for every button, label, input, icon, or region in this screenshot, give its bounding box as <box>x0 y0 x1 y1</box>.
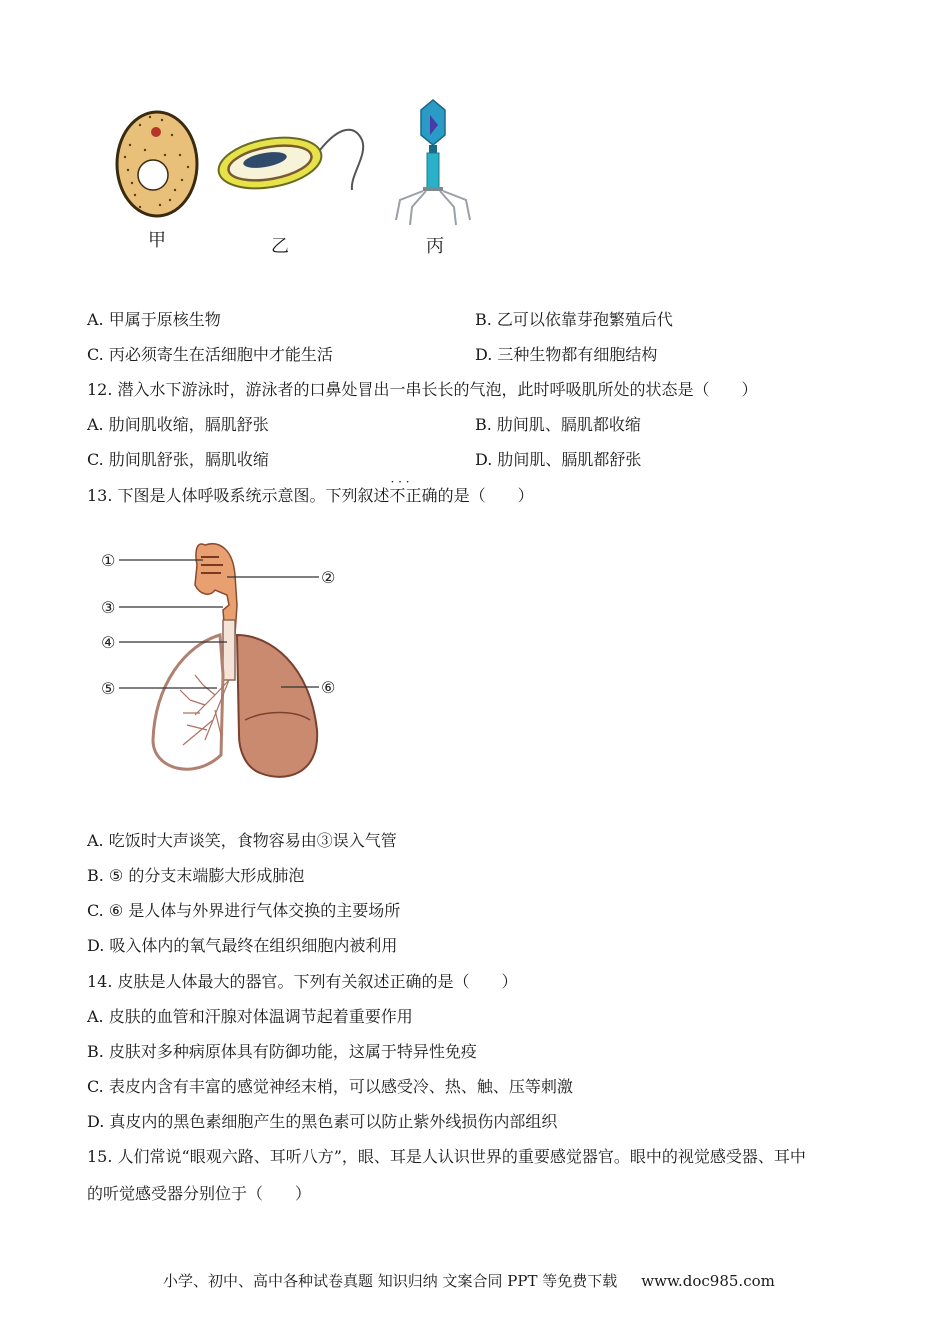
q14-option-c: C. 表皮内含有丰富的感觉神经末梢，可以感受冷、热、触、压等刺激 <box>87 1077 573 1096</box>
q13-option-c: C. ⑥ 是人体与外界进行气体交换的主要场所 <box>87 901 401 920</box>
q11-option-b: B. 乙可以依靠芽孢繁殖后代 <box>475 310 673 329</box>
phage-bing-image <box>396 100 470 225</box>
bacterium-yi-image <box>215 130 364 196</box>
q15-stem-line1: 15. 人们常说“眼观六路、耳听八方”，眼、耳是人认识世界的重要感觉器官。眼中的视觉感受器、耳中 <box>87 1147 806 1166</box>
caption-yi: 乙 <box>271 236 289 257</box>
q13-option-a: A. 吃饭时大声谈笑，食物容易由③误入气管 <box>87 831 397 850</box>
q13-stem <box>87 486 534 506</box>
footer-text: 小学、初中、高中各种试卷真题 知识归纳 文案合同 PPT 等免费下载 <box>163 1272 618 1290</box>
q13-stem-pre: 13. 下图是人体呼吸系统示意图。下列叙述 <box>87 486 390 505</box>
cell-jia-image <box>117 112 197 216</box>
label-2: ② <box>321 568 336 587</box>
q12-option-c: C. 肋间肌舒张，膈肌收缩 <box>87 450 269 469</box>
label-4: ④ <box>101 633 116 652</box>
q13-option-d: D. 吸入体内的氧气最终在组织细胞内被利用 <box>87 936 398 955</box>
q14-stem: 14. 皮肤是人体最大的器官。下列有关叙述正确的是（ ） <box>87 972 518 991</box>
q11-option-d: D. 三种生物都有细胞结构 <box>475 345 658 364</box>
q11-option-c: C. 丙必须寄生在活细胞中才能生活 <box>87 345 333 364</box>
q13-option-b: B. ⑤ 的分支末端膨大形成肺泡 <box>87 866 305 885</box>
label-1: ① <box>101 551 116 570</box>
q12-option-d: D. 肋间肌、膈肌都舒张 <box>475 450 642 469</box>
q15-stem-line2: 的听觉感受器分别位于（ ） <box>87 1184 312 1203</box>
q13-stem-emphasis: · · · 不正确 <box>390 486 438 505</box>
respiratory-system-diagram <box>95 535 355 790</box>
label-6: ⑥ <box>321 678 336 697</box>
label-3: ③ <box>101 598 116 617</box>
q13-stem-post: 的是（ ） <box>437 486 534 505</box>
caption-jia: 甲 <box>148 230 166 251</box>
q12-option-b: B. 肋间肌、膈肌都收缩 <box>475 415 641 434</box>
q14-option-d: D. 真皮内的黑色素细胞产生的黑色素可以防止紫外线损伤内部组织 <box>87 1112 558 1131</box>
footer-url[interactable]: www.doc985.com <box>641 1272 775 1290</box>
q12-stem: 12. 潜入水下游泳时，游泳者的口鼻处冒出一串长长的气泡，此时呼吸肌所处的状态是（ ） <box>87 380 758 399</box>
label-5: ⑤ <box>101 679 116 698</box>
q12-option-a: A. 肋间肌收缩，膈肌舒张 <box>87 415 269 434</box>
q11-option-a: A. 甲属于原核生物 <box>87 310 221 329</box>
caption-bing: 丙 <box>426 236 444 257</box>
q14-option-b: B. 皮肤对多种病原体具有防御功能，这属于特异性免疫 <box>87 1042 477 1061</box>
q14-option-a: A. 皮肤的血管和汗腺对体温调节起着重要作用 <box>87 1007 413 1026</box>
page-footer <box>163 1270 775 1291</box>
